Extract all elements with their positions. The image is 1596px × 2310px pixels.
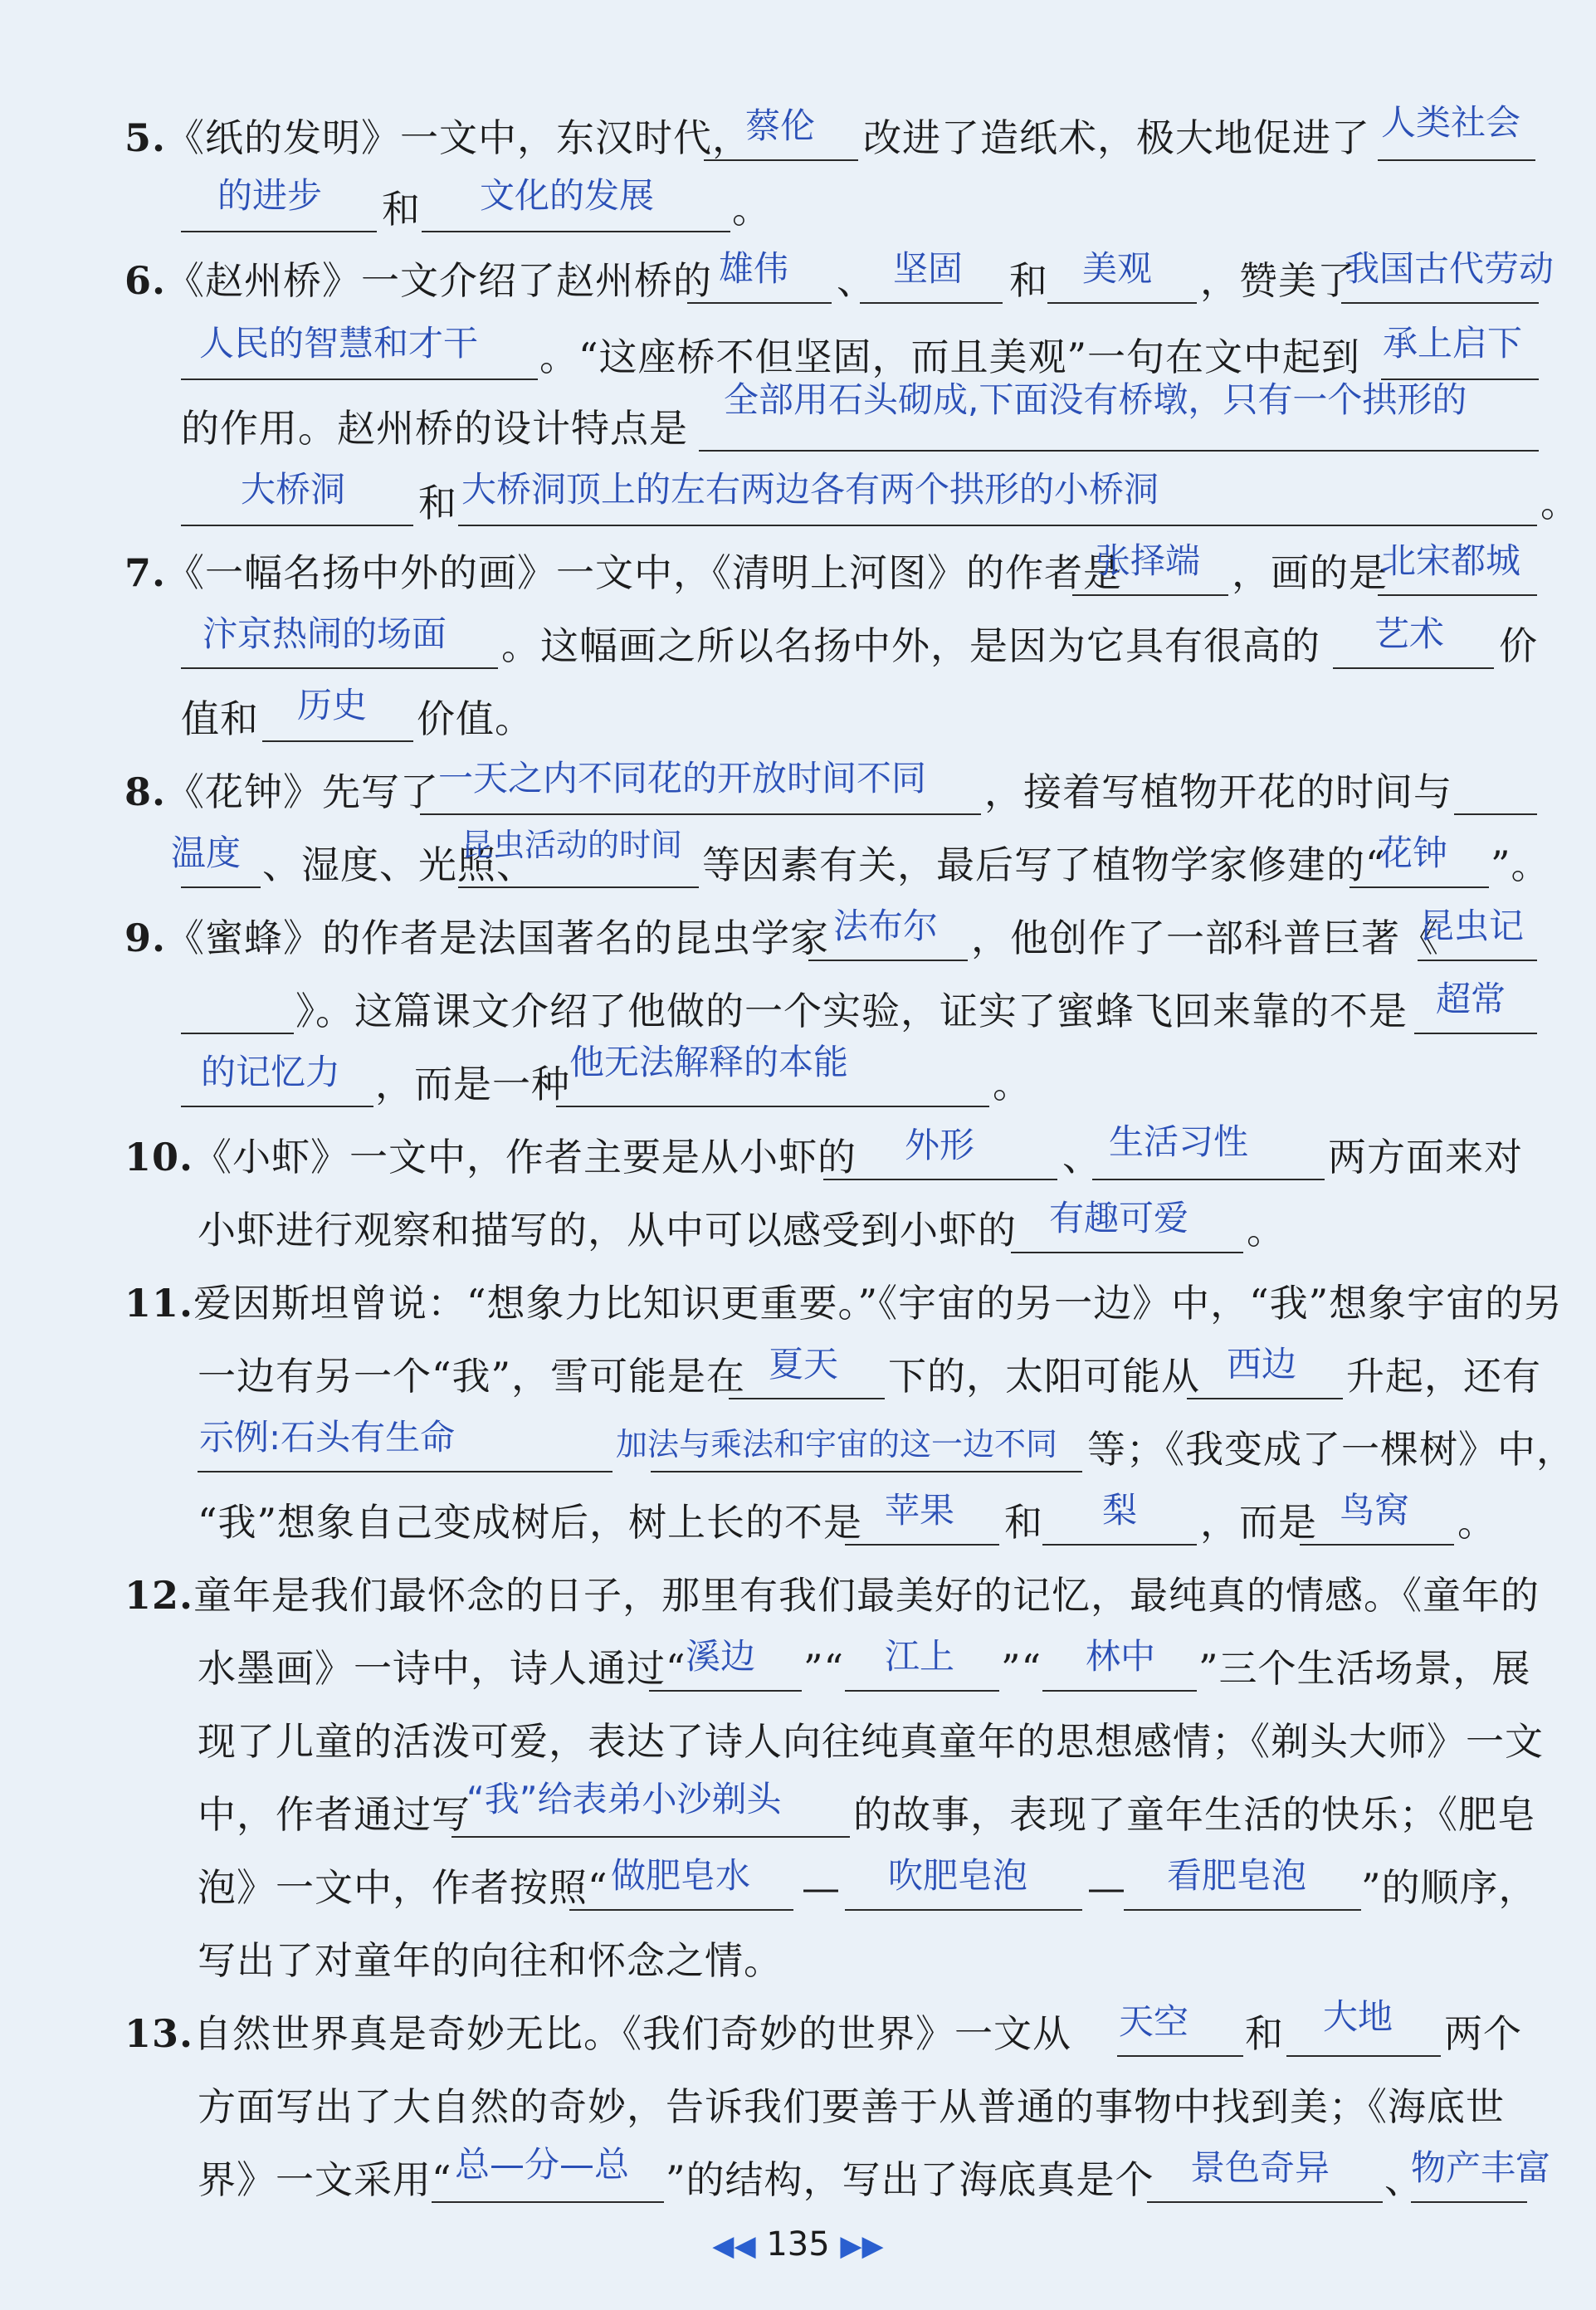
q13-line1b: 两个 xyxy=(1444,2011,1522,2056)
q11-line4b: ，而是 xyxy=(1200,1500,1317,1545)
prev-arrow-icon: ◀◀ xyxy=(712,2229,756,2263)
answer: 外形 xyxy=(905,1125,975,1165)
answer: 梨 xyxy=(1102,1490,1138,1531)
answer: 景色奇异 xyxy=(1190,2147,1330,2188)
answer: 有趣可爱 xyxy=(1049,1198,1189,1238)
q10-end: 。 xyxy=(1247,1208,1286,1253)
answer: 物产丰富 xyxy=(1411,2147,1551,2188)
q6-praise: ，赞美了 xyxy=(1200,258,1356,303)
q8-end: ”。 xyxy=(1491,842,1550,887)
answer: 做肥皂水 xyxy=(611,1855,751,1896)
q7-jia: 价 xyxy=(1499,623,1538,668)
q9-line3a: ，而是一种 xyxy=(375,1062,570,1106)
answer: 的记忆力 xyxy=(201,1052,341,1092)
answer: 溪边 xyxy=(686,1636,756,1677)
q10-line2: 小虾进行观察和描写的，从中可以感受到小虾的 xyxy=(198,1208,1017,1253)
answer: 他无法解释的本能 xyxy=(569,1042,849,1082)
q12-dash2: — xyxy=(1087,1865,1126,1910)
q12-line5b: ”的顺序， xyxy=(1361,1865,1538,1910)
q11-and: 和 xyxy=(1004,1500,1043,1545)
answer: 承上启下 xyxy=(1383,323,1523,364)
q11-line2c: 升起，还有 xyxy=(1346,1354,1541,1399)
q12-line2b: ”三个生活场景，展 xyxy=(1198,1646,1531,1691)
q12-quote1: ”“ xyxy=(803,1646,845,1691)
answer: 鸟窝 xyxy=(1340,1490,1410,1531)
q8-line1: 8.《花钟》先写了 xyxy=(124,769,440,814)
answer: 大地 xyxy=(1323,1996,1393,2037)
q5-line1b: 改进了造纸术，极大地促进了 xyxy=(863,115,1370,160)
q7-painted: ，画的是 xyxy=(1232,550,1388,595)
answer: 全部用石头砌成,下面没有桥墩，只有一个拱形的 xyxy=(724,379,1467,420)
answer: 历史 xyxy=(297,685,368,725)
answer: 生活习性 xyxy=(1109,1121,1249,1162)
q7-line3a: 值和 xyxy=(181,696,259,741)
answer: 江上 xyxy=(885,1636,955,1677)
q8-line1b: ，接着写植物开花的时间与 xyxy=(984,769,1452,814)
answer: 人类社会 xyxy=(1381,102,1521,143)
answer: 苹果 xyxy=(885,1490,955,1531)
answer: 北宋都城 xyxy=(1381,540,1521,581)
answer: 汴京热闹的场面 xyxy=(203,613,447,654)
answer: 花钟 xyxy=(1378,833,1448,873)
answer: 文化的发展 xyxy=(480,175,655,216)
q12-quote2: ”“ xyxy=(1001,1646,1042,1691)
q5-line1: 5.《纸的发明》一文中，东汉时代， xyxy=(124,115,752,160)
q6-line3: 的作用。赵州桥的设计特点是 xyxy=(181,406,688,451)
q9-line1: 9.《蜜蜂》的作者是法国著名的昆虫学家 xyxy=(124,916,830,960)
q12-dash1: — xyxy=(802,1865,841,1910)
answer: 艺术 xyxy=(1374,613,1445,654)
blank xyxy=(1454,770,1537,815)
q8-line2b: 等因素有关，最后写了植物学家修建的“ xyxy=(702,842,1386,887)
answer: 加法与乘法和宇宙的这一边不同 xyxy=(616,1426,1058,1463)
q13-and: 和 xyxy=(1245,2011,1284,2056)
q5-and: 和 xyxy=(382,187,421,232)
q12-line4a: 中，作者通过写 xyxy=(198,1792,471,1837)
q7-line3b: 价值。 xyxy=(417,696,534,741)
q12-line4b: 的故事，表现了童年生活的快乐；《肥皂 xyxy=(853,1792,1536,1837)
q13-sep: 、 xyxy=(1384,2157,1423,2202)
answer: 温度 xyxy=(171,833,242,873)
q7-line1: 7.《一幅名扬中外的画》一文中，《清明上河图》的作者是 xyxy=(124,550,1123,595)
page-number: 135 xyxy=(766,2225,830,2264)
answer: 我国古代劳动 xyxy=(1345,248,1555,289)
next-arrow-icon: ▶▶ xyxy=(840,2229,884,2263)
q10-line1b: 两方面来对 xyxy=(1328,1135,1523,1179)
answer: 大桥洞顶上的左右两边各有两个拱形的小桥洞 xyxy=(461,469,1159,510)
answer: 天空 xyxy=(1119,2001,1189,2042)
q11-end: 。 xyxy=(1457,1500,1496,1545)
answer: 夏天 xyxy=(769,1344,839,1385)
q12-line2a: 水墨画》一诗中，诗人通过“ xyxy=(198,1646,686,1691)
answer: 看肥皂泡 xyxy=(1167,1855,1307,1896)
q11-line4a: “我”想象自己变成树后，树上长的不是 xyxy=(198,1500,863,1545)
page-footer xyxy=(0,2225,1596,2266)
q12-line1: 12.童年是我们最怀念的日子，那里有我们最美好的记忆，最纯真的情感。《童年的 xyxy=(124,1573,1540,1618)
answer: “我”给表弟小沙剃头 xyxy=(466,1779,782,1819)
answer: 林中 xyxy=(1086,1636,1156,1677)
q9-line2: 》。这篇课文介绍了他做的一个实验，证实了蜜蜂飞回来靠的不是 xyxy=(295,989,1408,1033)
answer: 昆虫记 xyxy=(1419,906,1525,946)
q11-line3: 等；《我变成了一棵树》中， xyxy=(1087,1427,1575,1472)
answer: 昆虫活动的时间 xyxy=(461,827,683,863)
q12-line6: 写出了对童年的向往和怀念之情。 xyxy=(198,1938,783,1983)
q9-line1b: ，他创作了一部科普巨著《 xyxy=(971,916,1439,960)
answer: 总—分—总 xyxy=(455,2144,630,2185)
q11-line2a: 一边有另一个“我”，雪可能是在 xyxy=(198,1354,746,1399)
q11-line2b: 下的，太阳可能从 xyxy=(888,1354,1200,1399)
answer: 西边 xyxy=(1227,1344,1297,1385)
q6-end: 。 xyxy=(1540,481,1579,525)
answer: 雄伟 xyxy=(719,248,789,289)
q6-and: 和 xyxy=(1009,258,1048,303)
answer: 示例:石头有生命 xyxy=(199,1417,456,1458)
q6-sep: 、 xyxy=(837,258,876,303)
q13-line3a: 界》一文采用“ xyxy=(198,2157,452,2202)
q10-line1: 10.《小虾》一文中，作者主要是从小虾的 xyxy=(124,1135,857,1179)
answer: 美观 xyxy=(1082,248,1153,289)
answer: 的进步 xyxy=(217,175,323,216)
q13-line3b: ”的结构，写出了海底真是个 xyxy=(666,2157,1154,2202)
blank xyxy=(181,989,294,1034)
q13-line1: 13.自然世界真是奇妙无比。《我们奇妙的世界》一文从 xyxy=(124,2011,1072,2056)
answer: 张择端 xyxy=(1096,540,1201,581)
q5-end: 。 xyxy=(732,187,771,232)
answer: 大桥洞 xyxy=(241,469,346,510)
q11-line1: 11.爱因斯坦曾说：“想象力比知识更重要。”《宇宙的另一边》中，“我”想象宇宙的另 xyxy=(124,1281,1564,1326)
q13-line2: 方面写出了大自然的奇妙，告诉我们要善于从普通的事物中找到美；《海底世 xyxy=(198,2084,1505,2129)
answer: 超常 xyxy=(1436,979,1506,1019)
q6-and2: 和 xyxy=(418,481,457,525)
q10-sep: 、 xyxy=(1062,1135,1101,1179)
q12-line5a: 泡》一文中，作者按照“ xyxy=(198,1865,608,1910)
answer: 法布尔 xyxy=(833,906,939,946)
answer: 吹肥皂泡 xyxy=(888,1855,1028,1896)
q7-line2: 。这幅画之所以名扬中外，是因为它具有很高的 xyxy=(501,623,1320,668)
answer: 一天之内不同花的开放时间不同 xyxy=(438,758,927,798)
q6-line2: 。“这座桥不但坚固，而且美观”一句在文中起到 xyxy=(539,335,1361,379)
q12-line3: 现了儿童的活泼可爱，表达了诗人向往纯真童年的思想感情；《剃头大师》一文 xyxy=(198,1719,1544,1764)
answer: 蔡伦 xyxy=(745,105,816,146)
q6-line1: 6.《赵州桥》一文介绍了赵州桥的 xyxy=(124,258,713,303)
q9-end: 。 xyxy=(993,1062,1032,1106)
q8-line2a: 、湿度、光照、 xyxy=(262,842,535,887)
answer: 人民的智慧和才干 xyxy=(199,323,479,364)
answer: 坚固 xyxy=(893,248,964,289)
